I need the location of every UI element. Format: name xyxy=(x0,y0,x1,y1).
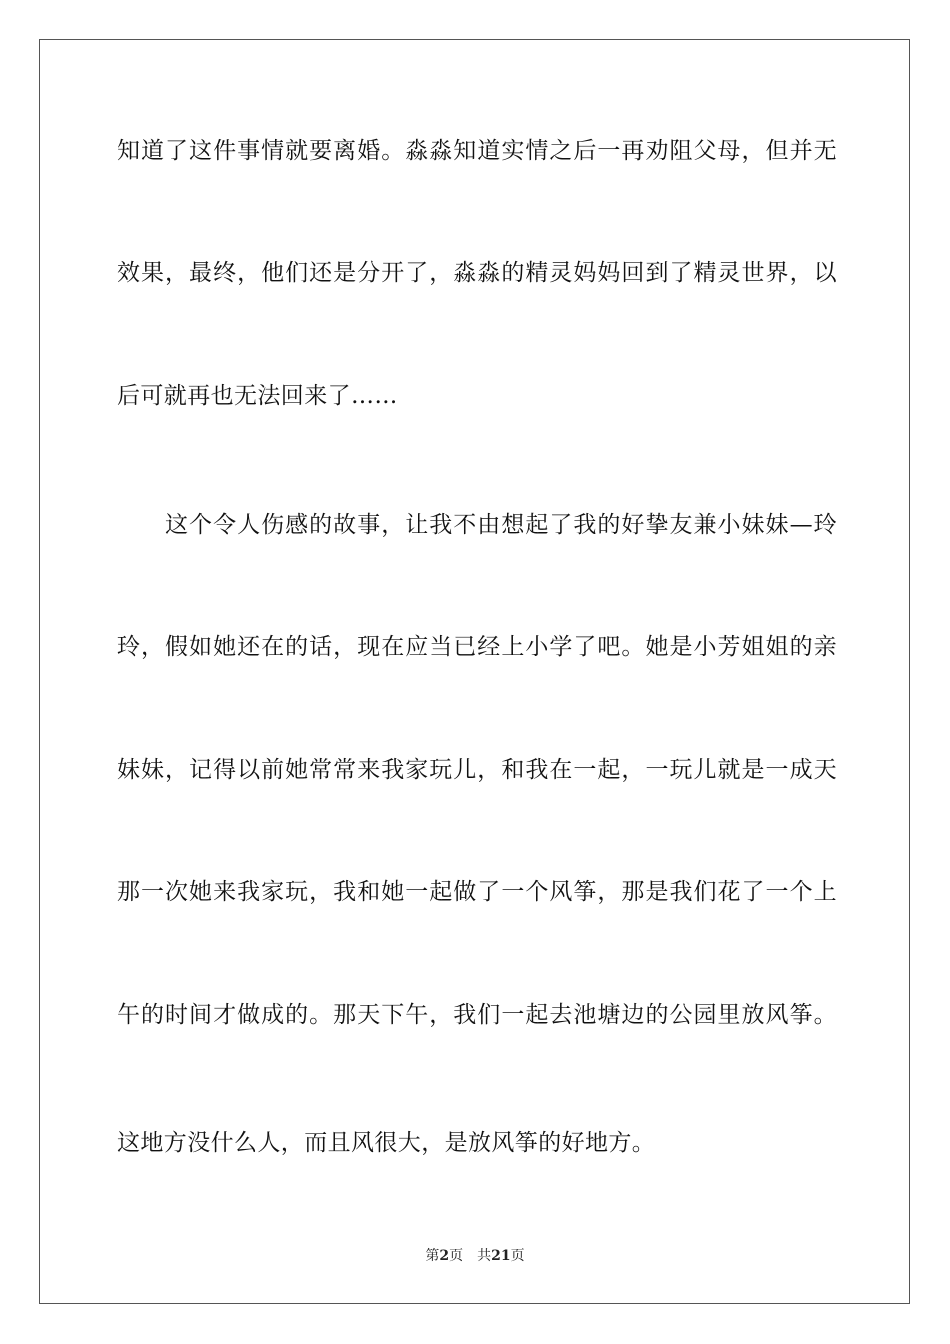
current-page-number: 2 xyxy=(439,1248,450,1264)
page-suffix: 页 xyxy=(449,1248,464,1264)
page-border xyxy=(39,39,910,1304)
page-prefix: 第 xyxy=(425,1248,440,1264)
total-suffix: 页 xyxy=(510,1248,525,1264)
text-line: 知道了这件事情就要离婚。淼淼知道实情之后一再劝阻父母，但并无 xyxy=(117,138,837,164)
text-line: 这个令人伤感的故事，让我不由想起了我的好挚友兼小妹妹—玲 xyxy=(117,512,837,538)
total-prefix: 共 xyxy=(477,1248,492,1264)
text-line: 效果，最终，他们还是分开了，淼淼的精灵妈妈回到了精灵世界，以 xyxy=(117,260,837,286)
text-line: 那一次她来我家玩，我和她一起做了一个风筝，那是我们花了一个上 xyxy=(117,879,837,905)
text-line: 午的时间才做成的。那天下午，我们一起去池塘边的公园里放风筝。 xyxy=(117,1002,837,1028)
text-line: 玲，假如她还在的话，现在应当已经上小学了吧。她是小芳姐姐的亲 xyxy=(117,634,837,660)
text-line: 这地方没什么人，而且风很大，是放风筝的好地方。 xyxy=(117,1130,656,1156)
text-line: 妹妹，记得以前她常常来我家玩儿，和我在一起，一玩儿就是一成天 xyxy=(117,757,837,783)
page-number-footer xyxy=(0,1247,950,1265)
text-line: 后可就再也无法回来了…… xyxy=(117,383,398,409)
total-page-count: 21 xyxy=(491,1248,511,1264)
